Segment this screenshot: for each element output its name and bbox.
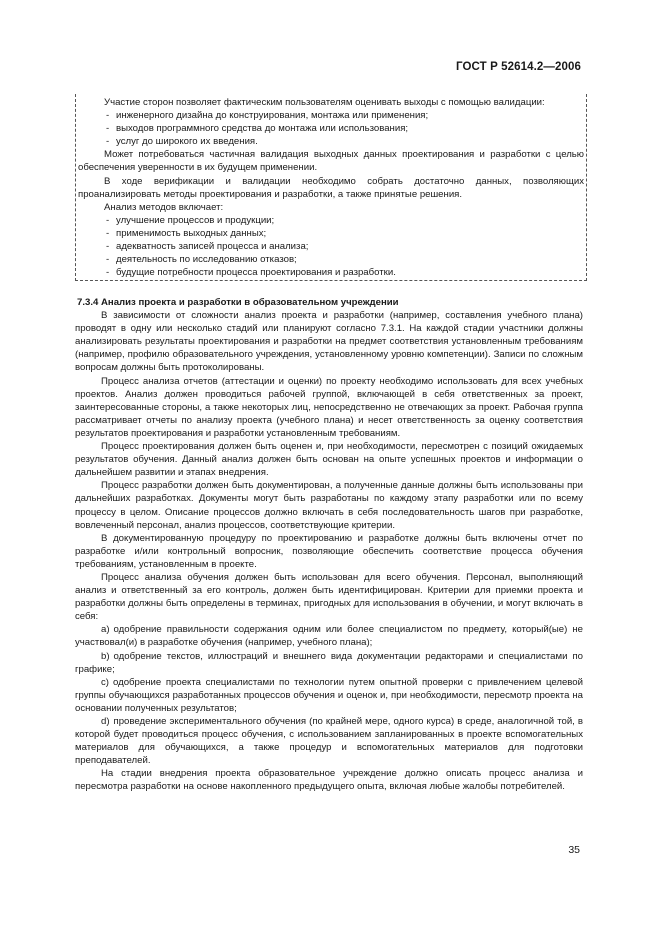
box-intro-paragraph: Участие сторон позволяет фактическим пользователям оценивать выходы с помощью валидации: bbox=[104, 97, 545, 108]
dash-bullet: - bbox=[106, 214, 110, 226]
list-item bbox=[102, 109, 584, 122]
item-text: проведение экспериментального обучения (по крайней мере, одного курса) в среде, аналогичной той, в которой будет проводиться процесс обучения, с использованием запланированных в проекте вспомогательных материалов для обучающихся, а также процедур и вспомогательных материалов для подготовки преподавателей. bbox=[75, 716, 583, 767]
item-text: одобрение проекта специалистами по технологии путем опытной проверки с привлечением целевой группы обучающихся разработанных процессов обучения и оценок и, при необходимости, пересмотр проекта на основании полученных результатов; bbox=[75, 676, 583, 714]
list-item-text: услуг до широкого их введения. bbox=[116, 136, 258, 148]
paragraph: Процесс проектирования должен быть оценен и, при необходимости, пересмотрен с позиций ожидаемых результатов обучения. Данный анализ должен быть основан на опыте успешных проектов и информации о дальнейшем развитии и этапах внедрения. bbox=[75, 441, 583, 479]
item-text: одобрение правильности содержания одним или более специалистом по предмету, который(ые) не участвовал(и) в разработке обучения (например, учебного плана); bbox=[75, 624, 583, 649]
section-7-3-4 bbox=[75, 292, 583, 794]
dash-bullet: - bbox=[106, 241, 110, 253]
list-item bbox=[102, 240, 584, 253]
list-item-text: улучшение процессов и продукции; bbox=[116, 214, 275, 226]
list-item bbox=[102, 227, 584, 240]
list-item bbox=[102, 253, 584, 266]
list-item-text: применимость выходных данных; bbox=[116, 227, 267, 239]
paragraph: Процесс анализа обучения должен быть использован для всего обучения. Персонал, выполняющий анализ и ответственный за его контроль, должен быть идентифицирован. Критерии для приемки проекта и разработки должны быть определены в терминах, пригодных для использования в обучении, и могут включать в себя: bbox=[75, 571, 583, 623]
item-marker: a) bbox=[101, 624, 110, 636]
document-standard-number: ГОСТ Р 52614.2—2006 bbox=[456, 61, 581, 73]
section-heading: 7.3.4 Анализ проекта и разработки в образовательном учреждении bbox=[77, 297, 399, 308]
box-paragraph-methods-intro: Анализ методов включает: bbox=[104, 201, 224, 213]
criteria-item bbox=[75, 650, 583, 676]
dash-bullet: - bbox=[106, 123, 110, 135]
box-paragraph-partial-validation: Может потребоваться частичная валидация выходных данных проектирования и разработки с целью обеспечения уверенности в их будущем применении. bbox=[78, 149, 584, 174]
dash-bullet: - bbox=[106, 227, 110, 239]
list-item-text: деятельность по исследованию отказов; bbox=[116, 254, 297, 266]
paragraph: Процесс разработки должен быть документирован, а полученные данные должны быть использованы при дальнейших разработках. Документы могут быть разработаны по каждому этапу разработки или по всему процессу в целом. Описание процессов должно включать в себя последовательность шагов при разработке, вовлеченный персонал, анализ процессов, соответствующие критерии. bbox=[75, 480, 583, 531]
box-paragraph-verification: В ходе верификации и валидации необходимо собрать достаточно данных, позволяющих проанализировать методы проектирования и разработки, а также принятые решения. bbox=[78, 175, 584, 200]
criteria-item bbox=[75, 715, 583, 767]
paragraph: В документированную процедуру по проектированию и разработке должны быть включены отчет по разработке и/или контрольный вопросник, позволяющие обеспечить соответствие процесса обучения требованиям, установленным в проекте. bbox=[75, 532, 583, 570]
dash-bullet: - bbox=[106, 267, 110, 279]
dash-bullet: - bbox=[106, 254, 110, 266]
criteria-item bbox=[75, 676, 583, 715]
list-item bbox=[102, 122, 584, 135]
dash-bullet: - bbox=[106, 110, 110, 122]
criteria-item bbox=[75, 623, 583, 649]
list-item-text: адекватность записей процесса и анализа; bbox=[116, 241, 309, 253]
item-marker: c) bbox=[101, 676, 109, 688]
boxed-continuation-block bbox=[75, 94, 587, 281]
item-marker: d) bbox=[101, 716, 110, 727]
list-item-text: инженерного дизайна до конструирования, монтажа или применения; bbox=[116, 110, 429, 122]
paragraph: В зависимости от сложности анализ проекта и разработки (например, составления учебного плана) проводят в одну или несколько стадий или планируют согласно 7.3.1. На каждой стадии участники должны анализировать результаты проектирования и разработки на предмет соответствия установленным требованиям (например, профилю образовательного учреждения, установленному уровню компетенции). Записи по сложным вопросам должны быть протоколированы. bbox=[75, 310, 583, 374]
page-number: 35 bbox=[568, 844, 580, 856]
item-text: одобрение текстов, иллюстраций и внешнего вида документации редакторами и специалистами по графике; bbox=[75, 650, 583, 675]
item-marker: b) bbox=[101, 650, 110, 662]
list-item-text: выходов программного средства до монтажа или использования; bbox=[116, 123, 409, 135]
list-item-text: будущие потребности процесса проектирования и разработки. bbox=[116, 267, 396, 279]
list-item bbox=[102, 266, 584, 279]
paragraph: Процесс анализа отчетов (аттестации и оценки) по проекту необходимо использовать для всех учебных проектов. Анализ должен проводиться рабочей группой, включающей в себя ответственных за проект, заинтересованные стороны, а также некоторых лиц, непосредственно не отвечающих за проект. Рабочая группа рассматривает отчеты по анализу проекта (учебного плана) и несет ответственность за оценку соответствия результатов проектирования и разработки установленным требованиям. bbox=[75, 375, 583, 439]
list-item bbox=[102, 135, 584, 148]
list-item bbox=[102, 214, 584, 227]
dash-bullet: - bbox=[106, 136, 110, 148]
closing-paragraph: На стадии внедрения проекта образовательное учреждение должно описать процесс анализа и пересмотра разработки на основе накопленного предыдущего опыта, включая любые жалобы потребителей. bbox=[75, 768, 583, 793]
